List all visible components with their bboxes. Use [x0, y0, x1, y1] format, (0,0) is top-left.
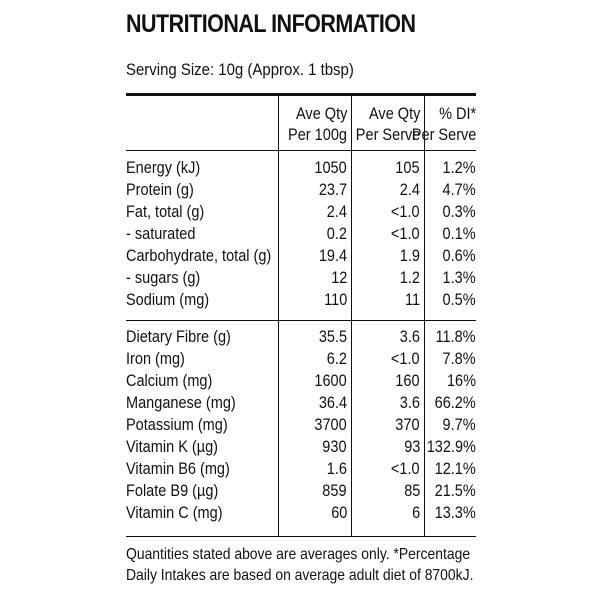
value-per-serve: 105 — [395, 159, 420, 177]
nutrient-label: Folate B9 (µg) — [126, 482, 219, 500]
value-per-serve: <1.0 — [391, 203, 420, 221]
nutrient-label: - saturated — [126, 225, 196, 243]
nutrient-label: - sugars (g) — [126, 269, 201, 287]
nutrient-label: Calcium (mg) — [126, 372, 213, 390]
value-per-100g: 60 — [330, 504, 347, 522]
value-percent-di: 4.7% — [442, 181, 476, 199]
value-per-100g: 23.7 — [318, 181, 347, 199]
header-per100-line2: Per 100g — [288, 126, 347, 144]
value-per-100g: 1.6 — [326, 460, 347, 478]
value-percent-di: 0.3% — [442, 203, 476, 221]
header-perserve-line2: Per Serve — [355, 126, 420, 144]
value-per-100g: 36.4 — [318, 394, 347, 412]
footnote-line-2: Daily Intakes are based on average adult diet of 8700kJ. — [126, 567, 474, 584]
value-per-100g: 110 — [323, 291, 347, 309]
value-percent-di: 12.1% — [434, 460, 476, 478]
value-per-serve: <1.0 — [391, 460, 420, 478]
value-per-serve: 1.2 — [399, 269, 420, 287]
nutrient-label: Vitamin C (mg) — [126, 504, 223, 522]
nutrient-label: Sodium (mg) — [126, 291, 210, 309]
panel-title: NUTRITIONAL INFORMATION — [126, 10, 416, 38]
value-per-100g: 6.2 — [326, 350, 347, 368]
value-percent-di: 9.7% — [442, 416, 476, 434]
value-per-serve: <1.0 — [391, 225, 420, 243]
header-per100-line1: Ave Qty — [295, 105, 347, 123]
value-percent-di: 0.6% — [442, 247, 476, 265]
value-per-serve: 3.6 — [399, 328, 420, 346]
value-percent-di: 21.5% — [434, 482, 476, 500]
nutrient-label: Potassium (mg) — [126, 416, 228, 434]
value-per-serve: 85 — [403, 482, 420, 500]
column-divider-2 — [351, 96, 352, 536]
nutrient-label: Energy (kJ) — [126, 159, 201, 177]
value-per-serve: <1.0 — [391, 350, 420, 368]
value-per-100g: 2.4 — [326, 203, 347, 221]
header-di-line2: Per Serve — [411, 126, 476, 144]
nutrient-label: Carbohydrate, total (g) — [126, 247, 272, 265]
value-percent-di: 66.2% — [434, 394, 476, 412]
value-per-serve: 160 — [395, 372, 420, 390]
value-per-100g: 19.4 — [318, 247, 347, 265]
value-per-100g: 3700 — [314, 416, 347, 434]
footnote-line-1: Quantities stated above are averages only. *Percentage — [126, 546, 471, 563]
nutrient-label: Iron (mg) — [126, 350, 185, 368]
value-per-serve: 11 — [404, 291, 420, 309]
value-percent-di: 7.8% — [442, 350, 476, 368]
value-percent-di: 13.3% — [434, 504, 476, 522]
value-per-100g: 1600 — [314, 372, 347, 390]
value-percent-di: 11.8% — [435, 328, 476, 346]
rule-bottom — [126, 536, 476, 537]
column-divider-3 — [424, 96, 425, 536]
nutrient-label: Vitamin K (µg) — [126, 438, 219, 456]
value-per-serve: 2.4 — [399, 181, 420, 199]
value-percent-di: 1.2% — [442, 159, 476, 177]
header-perserve-line1: Ave Qty — [368, 105, 420, 123]
value-per-serve: 370 — [395, 416, 420, 434]
value-per-100g: 12 — [330, 269, 347, 287]
value-per-serve: 1.9 — [399, 247, 420, 265]
value-per-serve: 6 — [411, 504, 420, 522]
nutrient-label: Fat, total (g) — [126, 203, 205, 221]
value-percent-di: 0.5% — [442, 291, 476, 309]
serving-size: Serving Size: 10g (Approx. 1 tbsp) — [126, 60, 354, 79]
value-per-100g: 1050 — [314, 159, 347, 177]
value-percent-di: 1.3% — [442, 269, 476, 287]
value-percent-di: 16% — [446, 372, 476, 390]
nutrient-label: Manganese (mg) — [126, 394, 236, 412]
value-percent-di: 0.1% — [442, 225, 476, 243]
header-di-line1: % DI* — [438, 105, 476, 123]
value-per-serve: 93 — [403, 438, 420, 456]
nutrient-label: Dietary Fibre (g) — [126, 328, 231, 346]
value-per-100g: 35.5 — [318, 328, 347, 346]
column-divider-1 — [278, 96, 279, 536]
value-percent-di: 132.9% — [426, 438, 476, 456]
nutrient-label: Vitamin B6 (mg) — [126, 460, 230, 478]
value-per-100g: 0.2 — [326, 225, 347, 243]
value-per-100g: 930 — [322, 438, 347, 456]
value-per-100g: 859 — [322, 482, 347, 500]
nutrient-label: Protein (g) — [126, 181, 194, 199]
value-per-serve: 3.6 — [399, 394, 420, 412]
